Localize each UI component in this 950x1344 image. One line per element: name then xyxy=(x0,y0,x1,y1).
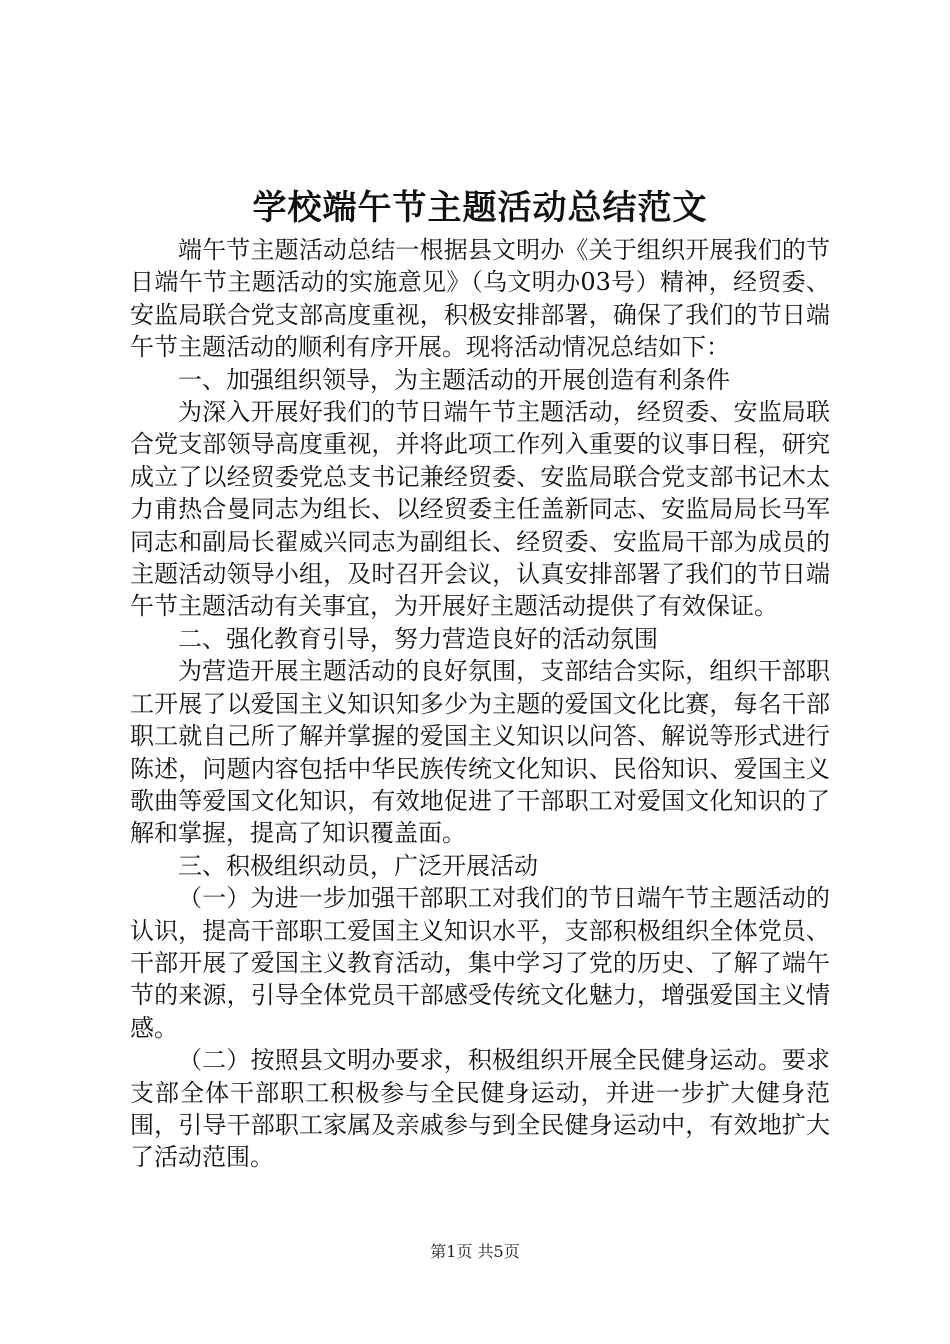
section-heading-2: 二、强化教育引导，努力营造良好的活动氛围 xyxy=(178,624,658,653)
document-title: 学校端午节主题活动总结范文 xyxy=(252,188,708,228)
document-body xyxy=(130,234,830,1174)
section-heading-3: 三、积极组织动员，广泛开展活动 xyxy=(178,851,538,880)
intro-paragraph: 端午节主题活动总结一根据县文明办《关于组织开展我们的节日端午节主题活动的实施意见》（乌文明办03号）精神，经贸委、安监局联合党支部高度重视，积极安排部署，确保了我们的节日端午节主题活动的顺利有序开展。现将活动情况总结如下： xyxy=(130,236,830,362)
section-3-item-1: （一）为进一步加强干部职工对我们的节日端午节主题活动的认识，提高干部职工爱国主义知识水平，支部积极组织全体党员、干部开展了爱国主义教育活动，集中学习了党的历史、了解了端午节的来源，引导全体党员干部感受传统文化魅力，增强爱国主义情感。 xyxy=(130,884,830,1042)
section-2-paragraph: 为营造开展主题活动的良好氛围，支部结合实际，组织干部职工开展了以爱国主义知识知多少为主题的爱国文化比赛，每名干部职工就自己所了解并掌握的爱国主义知识以问答、解说等形式进行陈述，问题内容包括中华民族传统文化知识、民俗知识、爱国主义歌曲等爱国文化知识，有效地促进了干部职工对爱国文化知识的了解和掌握，提高了知识覆盖面。 xyxy=(130,657,830,848)
section-1-paragraph: 为深入开展好我们的节日端午节主题活动，经贸委、安监局联合党支部领导高度重视，并将此项工作列入重要的议事日程，研究成立了以经贸委党总支书记兼经贸委、安监局联合党支部书记木太力甫热合曼同志为组长、以经贸委主任盖新同志、安监局局长马军同志和副局长翟威兴同志为副组长、经贸委、安监局干部为成员的主题活动领导小组，及时召开会议，认真安排部署了我们的节日端午节主题活动有关事宜，为开展好主题活动提供了有效保证。 xyxy=(130,398,830,621)
page-number-footer: 第1页 共5页 xyxy=(430,1242,520,1261)
section-3-item-2: （二）按照县文明办要求，积极组织开展全民健身运动。要求支部全体干部职工积极参与全民健身运动，并进一步扩大健身范围，引导干部职工家属及亲戚参与到全民健身运动中，有效地扩大了活动范围。 xyxy=(130,1046,830,1172)
section-heading-1: 一、加强组织领导，为主题活动的开展创造有利条件 xyxy=(178,365,730,394)
